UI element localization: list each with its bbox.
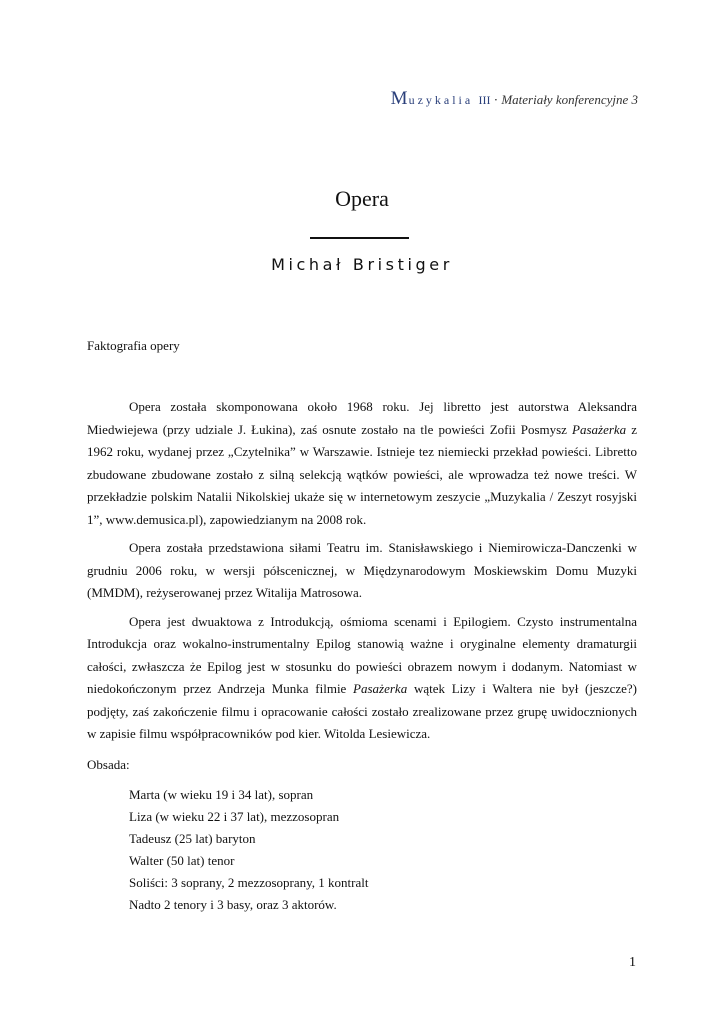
paragraph-3 [87,611,637,746]
body-text [87,396,637,916]
title-underline [310,237,409,239]
section-heading: Faktografia opery [87,338,180,353]
series-name: uzykalia [408,93,474,107]
paragraph-3-text: Opera jest dwuaktowa z Introdukcją, ośmioma scenami i Epilogiem. Czysto instrumentalna Introdukcja oraz wokalno-instrumentalny Epilog stanowią ważne i oryginalne elementy dramaturgii całości, zwłaszcza że Epilog jest w stosunku do powieści obrazem nowym i dodanym. Natomiast w niedokończonym przez Andrzeja Munka filmie [87,613,637,696]
paragraph-3-rest: wątek Lizy i Waltera nie był (jeszcze?) podjęty, zaś zakończenie filmu i opracowanie całości zostało zrealizowane przez grupę uwidocznionych w zapisie filmu współpracowników pod kier. Witolda Lesiewicza. [87,681,637,741]
series-initial: M [390,88,409,109]
running-header [391,88,638,110]
cast-item: Soliści: 3 soprany, 2 mezzosoprany, 1 kontralt [129,875,369,890]
cast-label: Obsada: [87,756,130,772]
cast-item: Liza (w wieku 22 i 37 lat), mezzosopran [129,809,340,824]
header-separator: · [493,92,499,107]
cast-list [87,784,637,916]
author-name: Michał Bristiger [271,255,453,274]
series-volume: III [478,93,491,107]
page-title: Opera [335,186,389,211]
paragraph-2: Opera została przedstawiona siłami Teatru im. Stanisławskiego i Niemirowicza-Danczenki w grudniu 2006 roku, w wersji półscenicznej, w Międzynarodowym Moskiewskim Domu Muzyki (MMDM), reżyserowanej przez Witalija Matrosowa. [87,540,637,600]
book-title: Pasażerka [572,421,627,437]
cast-item: Walter (50 lat) tenor [129,853,235,868]
cast-item: Marta (w wieku 19 i 34 lat), sopran [129,787,314,802]
paragraph-1-rest: z 1962 roku, wydanej przez „Czytelnika” w Warszawie. Istnieje tez niemiecki przekład powieści. Libretto zbudowane zbudowane zostało z silną selekcją wątków powieści, ale wprowadza też nowe treści. W przekładzie polskim Natalii Nikolskiej ukaże się w internetowym zeszycie „Muzykalia / Zeszyt rosyjski 1”, www.demusica.pl), zapowiedzianym na 2008 rok. [87,421,638,527]
film-title: Pasażerka [353,681,408,696]
paragraph-1-text: Opera została skomponowana około 1968 roku. Jej libretto jest autorstwa Aleksandra Miedwiejewa (przy udziale J. Łukina), zaś osnute zostało na tle powieści Zofii Posmysz [87,399,637,437]
cast-item: Tadeusz (25 lat) baryton [129,831,256,846]
cast-item: Nadto 2 tenory i 3 basy, oraz 3 aktorów. [129,897,337,912]
paragraph-1 [87,396,637,531]
page-number: 1 [629,955,636,970]
header-subtitle: Materiały konferencyjne 3 [501,92,638,107]
